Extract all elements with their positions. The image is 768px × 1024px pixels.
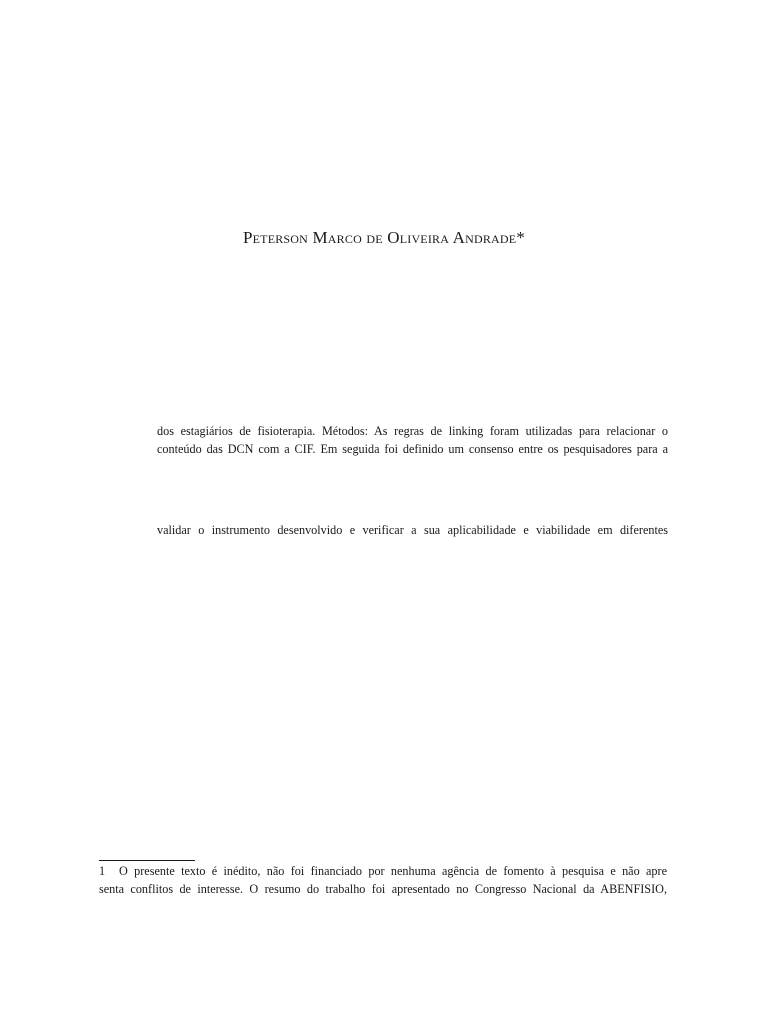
footnote-line: senta conflitos de interesse. O resumo do trabalho foi apresentado no Congresso Nacional da ABENFISIO, [99,882,667,896]
footnote-text: O presente texto é inédito, não foi financiado por nenhuma agência de fomento à pesquisa e não apre [119,864,667,878]
paragraph-line: dos estagiários de fisioterapia. Métodos: As regras de linking foram utilizadas para relacionar o [157,424,668,438]
footnote-number: 1 [99,864,106,878]
body-paragraph [157,521,668,539]
footnote [99,862,667,898]
author-name: Peterson Marco de Oliveira Andrade* [242,228,525,247]
body-paragraph [157,422,668,458]
footnote-line [99,862,667,880]
footnote-separator [99,860,195,861]
paragraph-line: validar o instrumento desenvolvido e verificar a sua aplicabilidade e viabilidade em diferentes [157,523,668,537]
paragraph-line: conteúdo das DCN com a CIF. Em seguida foi definido um consenso entre os pesquisadores para a [157,442,668,456]
